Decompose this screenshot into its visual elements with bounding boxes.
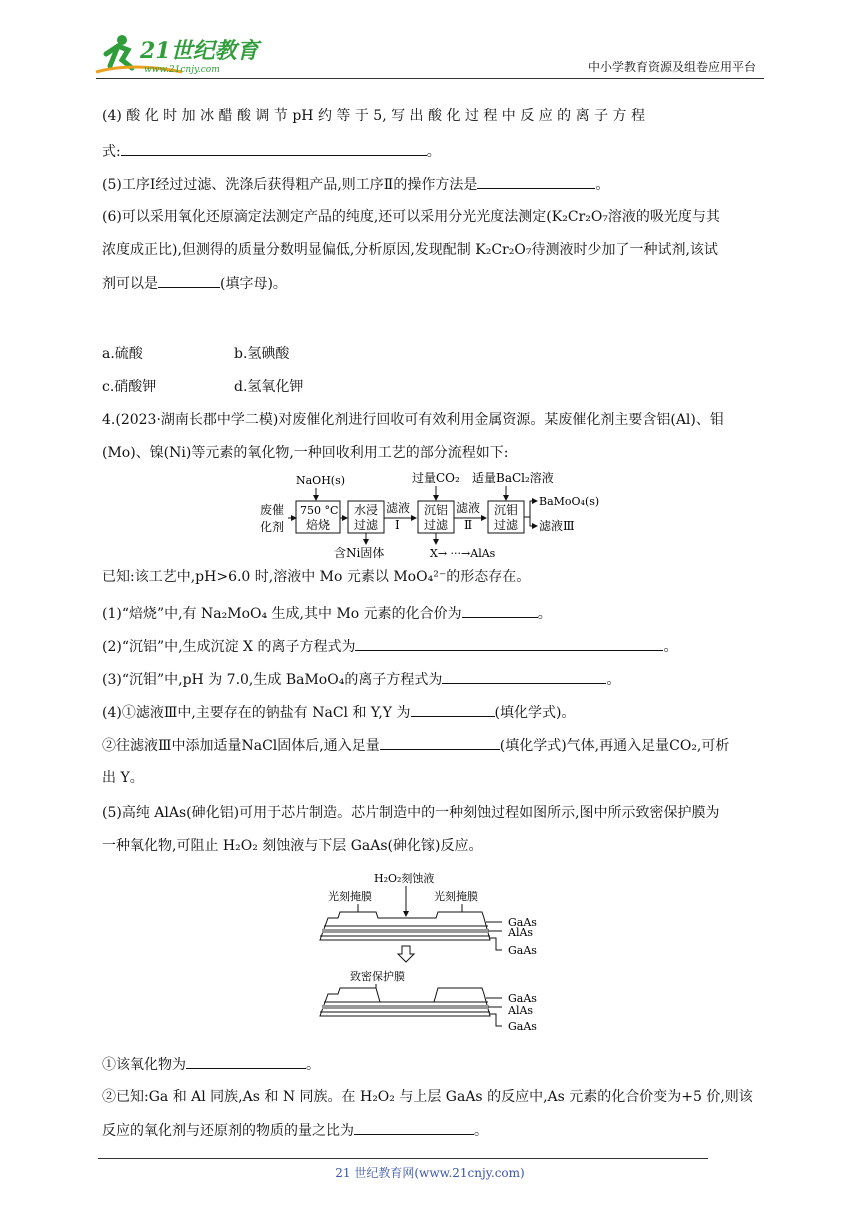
q3-p6-line2: 浓度成正比),但测得的质量分数明显偏低,分析原因,发现配制 K₂Cr₂O₇待测液时少加了一种试剂,该试 — [102, 242, 718, 258]
answer-blank[interactable] — [121, 141, 427, 156]
process-flow-diagram — [256, 468, 616, 564]
flow-filtrate1-l1: 滤液 — [386, 501, 411, 515]
answer-blank[interactable] — [380, 735, 500, 750]
fig-layer-alas: AlAs — [508, 926, 534, 939]
flow-reagent-naoh: NaOH(s) — [296, 474, 346, 487]
fig-protect-film: 致密保护膜 — [350, 970, 405, 983]
q4-p5-line2: 一种氧化物,可阻止 H₂O₂ 刻蚀液与下层 GaAs(砷化镓)反应。 — [102, 838, 483, 854]
flow-box4-l2: 过滤 — [494, 518, 519, 532]
q4-intro-line1: 4.(2023·湖南长郡中学二模)对废催化剂进行回收可有效利用金属资源。某废催化剂主要含铝(Al)、钼 — [102, 412, 724, 428]
q4-p3: (3)“沉钼”中,pH 为 7.0,生成 BaMoO₄的离子方程式为 。 — [102, 669, 620, 690]
q4-p5-line1: (5)高纯 AlAs(砷化铝)可用于芯片制造。芯片制造中的一种刻蚀过程如图所示,图中所示致密保护膜为 — [102, 805, 720, 821]
flow-box1-l2: 焙烧 — [306, 518, 331, 532]
flow-reagent-co2: 过量CO₂ — [412, 471, 460, 485]
option-c: c.硝酸钾 — [102, 379, 157, 395]
q4-known: 已知:该工艺中,pH>6.0 时,溶液中 Mo 元素以 MoO₄²⁻的形态存在。 — [102, 569, 531, 585]
option-b: b.氢碘酸 — [234, 346, 290, 362]
flow-reagent-bacl2: 适量BaCl₂溶液 — [472, 471, 554, 485]
flow-box2-l1: 水浸 — [354, 503, 379, 517]
flow-feed-2: 化剂 — [260, 520, 285, 534]
flow-filtrate1-l2: Ⅰ — [395, 518, 400, 532]
q4-p1: (1)“焙烧”中,有 Na₂MoO₄ 生成,其中 Mo 元素的化合价为 。 — [102, 603, 552, 624]
fig-mask-right: 光刻掩膜 — [434, 890, 478, 903]
fig-etchant: H₂O₂刻蚀液 — [374, 872, 435, 885]
flow-box3-l2: 过滤 — [424, 518, 449, 532]
option-a: a.硫酸 — [102, 346, 143, 362]
answer-blank[interactable] — [442, 669, 606, 684]
down-arrow-icon — [398, 946, 414, 962]
q4-q5b-line2: 反应的氧化剂与还原剂的物质的量之比为 。 — [102, 1120, 488, 1141]
answer-blank[interactable] — [354, 1120, 474, 1135]
q3-p6-line3: 剂可以是 (填字母)。 — [102, 273, 287, 294]
q4-p4b-line2: 出 Y。 — [102, 770, 144, 786]
flow-out-bamoo4: BaMoO₄(s) — [539, 495, 600, 508]
q3-p6-line1: (6)可以采用氧化还原滴定法测定产品的纯度,还可以采用分光光度法测定(K₂Cr₂O₇溶液的吸光度与其 — [102, 209, 720, 225]
etching-diagram — [310, 868, 560, 1038]
header-divider — [96, 78, 764, 79]
flow-box2-l2: 过滤 — [354, 518, 379, 532]
fig-layer-gaas-top-2: GaAs — [508, 992, 537, 1005]
fig-layer-alas-2: AlAs — [508, 1004, 534, 1017]
footer-divider — [98, 1158, 708, 1159]
q4-intro-line2: (Mo)、镍(Ni)等元素的氧化物,一种回收利用工艺的部分流程如下: — [102, 445, 509, 461]
flow-feed-1: 废催 — [260, 503, 285, 517]
q4-p2: (2)“沉铝”中,生成沉淀 X 的离子方程式为 。 — [102, 636, 677, 657]
q4-p4a: (4)①滤液Ⅲ中,主要存在的钠盐有 NaCl 和 Y,Y 为 (填化学式)。 — [102, 702, 575, 723]
flow-box4-l1: 沉钼 — [494, 503, 519, 517]
footer-link[interactable]: 21 世纪教育网(www.21cnjy.com) — [335, 1166, 525, 1180]
answer-blank[interactable] — [462, 603, 538, 618]
flow-out-filtrate3: 滤液Ⅲ — [539, 519, 575, 533]
answer-blank[interactable] — [355, 636, 663, 651]
fig-layer-gaas-bottom-2: GaAs — [508, 1020, 537, 1033]
q3-p4-line1: (4) 酸 化 时 加 冰 醋 酸 调 节 pH 约 等 于 5, 写 出 酸 化 过 程 中 反 应 的 离 子 方 程 — [102, 108, 645, 124]
site-logo — [92, 32, 262, 78]
option-d: d.氢氧化钾 — [234, 379, 304, 395]
q4-q5a: ①该氧化物为 。 — [102, 1054, 320, 1075]
flow-filtrate2-l2: Ⅱ — [464, 518, 473, 532]
logo-url: www.21cnjy.com — [144, 65, 220, 75]
q3-p5: (5)工序Ⅰ经过过滤、洗涤后获得粗产品,则工序Ⅱ的操作方法是 。 — [102, 174, 609, 195]
q4-q5b-line1: ②已知:Ga 和 Al 同族,As 和 N 同族。在 H₂O₂ 与上层 GaAs 的反应中,As 元素的化合价变为+5 价,则该 — [102, 1089, 753, 1105]
flow-filtrate2-l1: 滤液 — [456, 501, 481, 515]
fig-mask-left: 光刻掩膜 — [328, 890, 372, 903]
site-name: 中小学教育资源及组卷应用平台 — [587, 60, 756, 74]
logo-text: 21世纪教育 — [140, 38, 259, 64]
flow-solid-ni: 含Ni固体 — [334, 546, 385, 560]
answer-blank[interactable] — [411, 702, 495, 717]
fig-layer-gaas-bottom: GaAs — [508, 944, 537, 957]
flow-x-out: X→ ···→AlAs — [430, 547, 496, 560]
answer-blank[interactable] — [158, 273, 220, 288]
answer-blank[interactable] — [186, 1054, 306, 1069]
fig-layer-gaas-top: GaAs — [508, 916, 537, 929]
flow-box1-l1: 750 °C — [300, 504, 339, 517]
flow-box3-l1: 沉铝 — [424, 503, 449, 517]
q4-p4b: ②往滤液Ⅲ中添加适量NaCl固体后,通入足量 (填化学式)气体,再通入足量CO₂,可析 — [102, 735, 729, 756]
answer-blank[interactable] — [477, 174, 595, 189]
q3-p4-line2: 式: 。 — [102, 141, 441, 162]
